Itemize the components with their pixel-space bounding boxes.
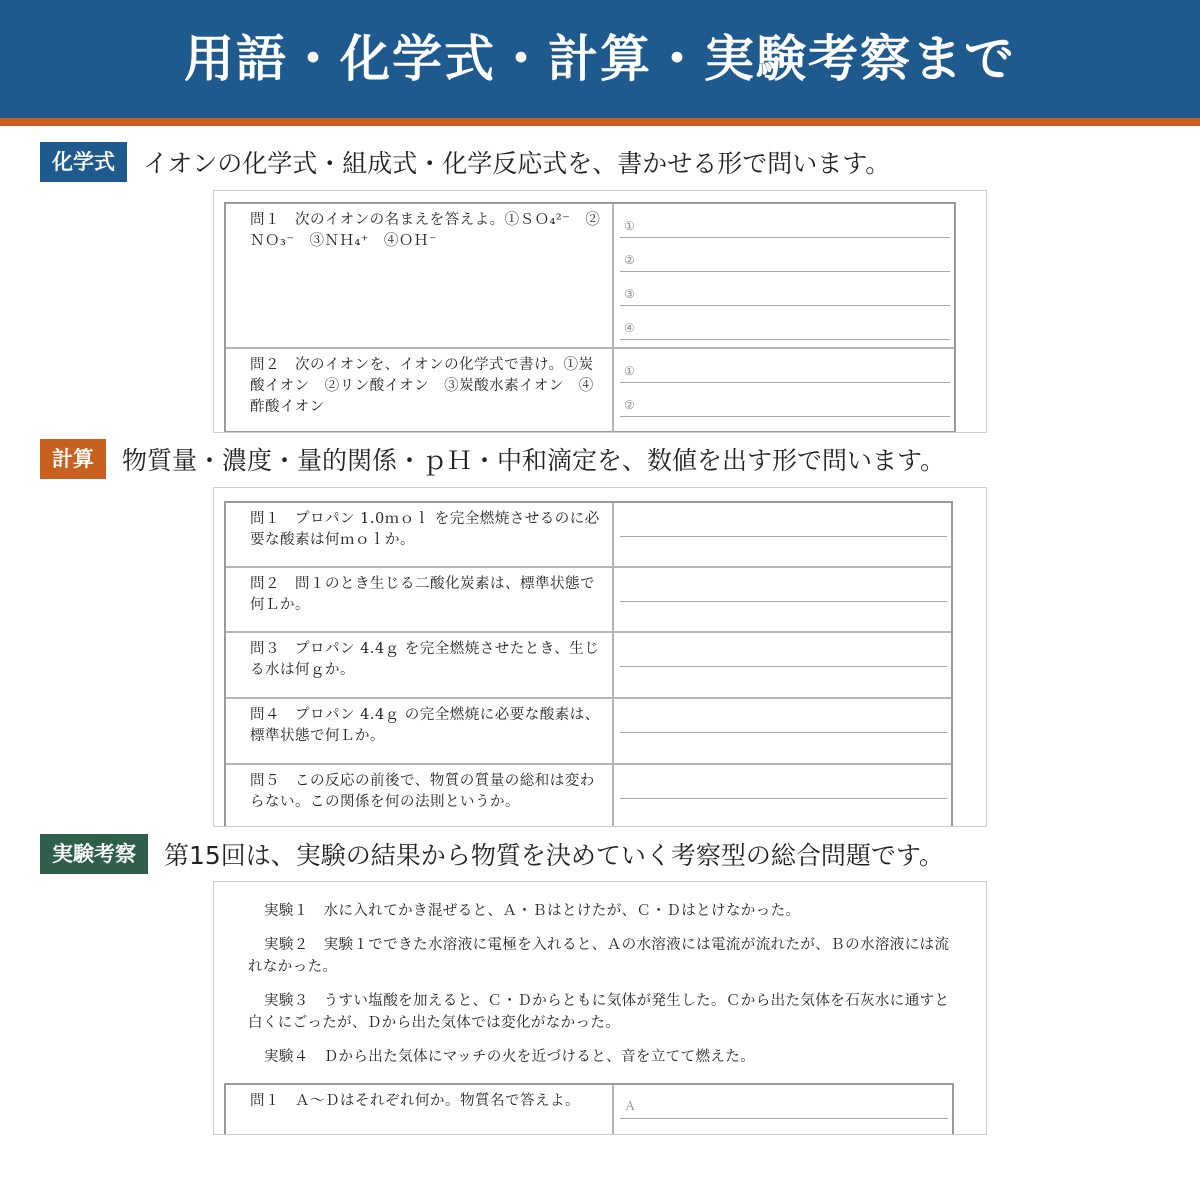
answer-label: ①: [624, 364, 635, 378]
calc-question-1: 問１ プロパン 1.0ｍｏｌ を完全燃焼させるのに必要な酸素は何ｍｏｌか。: [226, 503, 614, 566]
section-description-formula: イオンの化学式・組成式・化学反応式を、書かせる形で問います。: [143, 149, 891, 178]
answer-line[interactable]: [620, 383, 950, 417]
page-title: 用語・化学式・計算・実験考察まで: [184, 30, 1016, 88]
answer-label: Ａ: [624, 1099, 637, 1113]
answer-line[interactable]: [620, 765, 947, 799]
experiment-1: 実験１ 水に入れてかき混ぜると、Ａ・Ｂはとけたが、Ｃ・Ｄはとけなかった。: [264, 903, 801, 919]
calc-question-row: [226, 699, 951, 765]
calc-answer-area: [614, 765, 951, 827]
formula-question-2: 問２ 次のイオンを、イオンの化学式で書け。①炭酸イオン ②リン酸イオン ③炭酸水素イオン ④酢酸イオン: [226, 349, 614, 433]
formula-question-table: [224, 202, 956, 433]
calc-question-row: [226, 633, 951, 699]
answer-line[interactable]: [620, 568, 947, 602]
calc-question-row: [226, 765, 951, 827]
answer-label: ①: [624, 219, 635, 233]
section-badge-formula: 化学式: [40, 142, 127, 182]
experiment-question-1: 問１ Ａ〜Ｄはそれぞれ何か。物質名で答えよ。: [226, 1085, 614, 1135]
calc-question-2: 問２ 問１のとき生じる二酸化炭素は、標準状態で何Ｌか。: [226, 568, 614, 631]
section-calc-heading: [40, 439, 945, 479]
experiment-question-table: [224, 1083, 954, 1135]
experiment-3: 実験３ うすい塩酸を加えると、Ｃ・Ｄからともに気体が発生した。Ｃから出た気体を石灰水に通すと白くにごったが、Ｄから出た気体では変化がなかった。: [248, 993, 950, 1031]
worksheet-formula: [213, 190, 987, 433]
experiment-4: 実験４ Ｄから出た気体にマッチの火を近づけると、音を立てて燃えた。: [264, 1049, 756, 1065]
formula-question-row-1: [226, 204, 954, 349]
experiment-2: 実験２ 実験１でできた水溶液に電極を入れると、Ａの水溶液には電流が流れたが、Ｂの水溶液には流れなかった。: [248, 937, 950, 975]
calc-question-row: [226, 503, 951, 568]
section-description-experiment: 第15回は、実験の結果から物質を決めていく考察型の総合問題です。: [164, 841, 944, 870]
answer-line[interactable]: [620, 503, 947, 537]
answer-line[interactable]: [620, 349, 950, 383]
calc-answer-area: [614, 699, 951, 763]
answer-line[interactable]: [620, 204, 950, 238]
answer-label: ③: [624, 287, 635, 301]
answer-label: ②: [624, 253, 635, 267]
calc-question-table: [224, 501, 953, 827]
worksheet-experiment: [213, 881, 987, 1135]
answer-line[interactable]: [620, 1085, 948, 1119]
section-experiment-heading: [40, 834, 944, 874]
section-formula-heading: [40, 142, 890, 182]
section-badge-experiment: 実験考察: [40, 834, 148, 874]
answer-line[interactable]: [620, 633, 947, 667]
experiment-description: [248, 900, 960, 1080]
answer-label: ④: [624, 321, 635, 335]
answer-line[interactable]: [620, 306, 950, 340]
answer-line[interactable]: [620, 272, 950, 306]
answer-line[interactable]: [620, 699, 947, 733]
formula-answer-area-2: [614, 349, 954, 433]
formula-question-1: 問１ 次のイオンの名まえを答えよ。①ＳＯ₄²⁻ ②ＮＯ₃⁻ ③ＮＨ₄⁺ ④ＯＨ⁻: [226, 204, 614, 347]
answer-label: ②: [624, 398, 635, 412]
formula-answer-area-1: [614, 204, 954, 347]
answer-line[interactable]: [620, 238, 950, 272]
calc-question-4: 問４ プロパン 4.4ｇ の完全燃焼に必要な酸素は、標準状態で何Ｌか。: [226, 699, 614, 763]
formula-question-row-2: [226, 349, 954, 433]
calc-question-row: [226, 568, 951, 633]
header-accent-stripe: [0, 118, 1200, 126]
calc-answer-area: [614, 568, 951, 631]
worksheet-calc: [213, 487, 987, 827]
calc-question-5: 問５ この反応の前後で、物質の質量の総和は変わらない。この関係を何の法則というか。: [226, 765, 614, 827]
calc-answer-area: [614, 503, 951, 566]
section-description-calc: 物質量・濃度・量的関係・ｐＨ・中和滴定を、数値を出す形で問います。: [122, 446, 946, 475]
section-badge-calc: 計算: [40, 439, 106, 479]
experiment-answer-area: [614, 1085, 952, 1135]
experiment-question-row-1: [226, 1085, 952, 1135]
calc-answer-area: [614, 633, 951, 697]
calc-question-3: 問３ プロパン 4.4ｇ を完全燃焼させたとき、生じる水は何ｇか。: [226, 633, 614, 697]
